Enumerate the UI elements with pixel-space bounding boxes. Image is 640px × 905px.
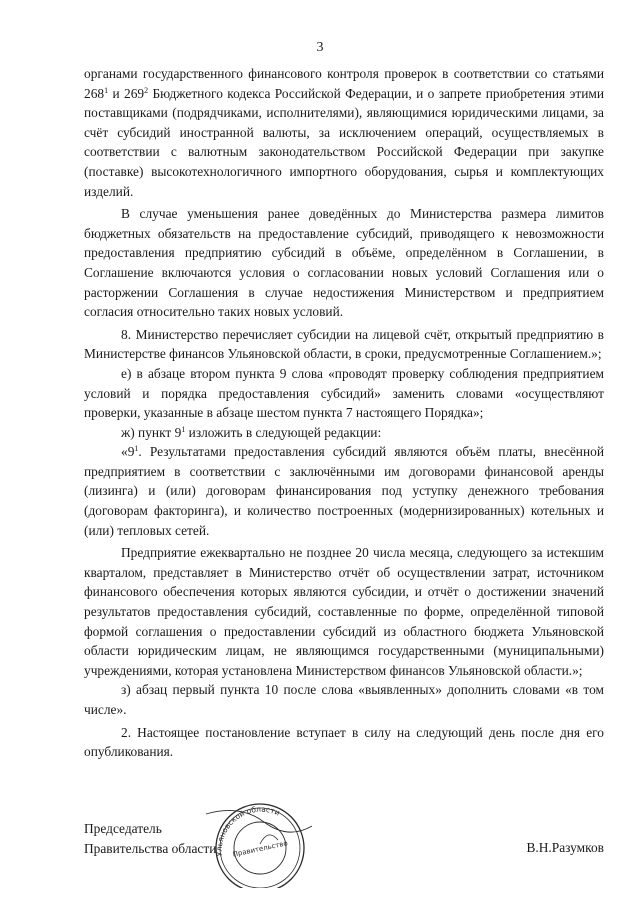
signatory-title-line1: Председатель	[84, 821, 162, 836]
paragraph-effective-date: 2. Настоящее постановление вступает в силу на следующий день после дня его опубликования.	[84, 724, 604, 760]
paragraph-continued: органами государственного финансового контроля проверок в соответствии со статьями $268^1$ и $269^2$ Бюджетного кодекса Российской Федерации, и о запрете приобретения этими поставщиками (подрядчиками, исполнителями), являющимися юридическими лицами, за счёт субсидий иностранной валюты, за исключением операций, осуществляемых в соответствии с валютным законодательством Российской Федерации при закупке (поставке) высокотехнологичного импортного оборудования, сырья и комплектующих изделий.	[84, 66, 604, 199]
page-number: 3	[316, 40, 324, 55]
official-seal-stamp	[200, 796, 318, 888]
paragraph-limits: В случае уменьшения ранее доведённых до Министерства размера лимитов бюджетных обязательств на предоставление субсидий, приводящего к невозможности предоставления предприятию субсидий в объёме, определённом в Соглашении, в Соглашение включаются условия о согласовании новых условий Соглашения или о расторжении Соглашения в случае недостижения Министерством и предприятием согласия относительно таких новых условий.	[84, 206, 604, 320]
seal-ring-text: Ульяновской области	[214, 804, 282, 857]
signatory-title-line2: Правительства области	[84, 840, 217, 856]
seal-center-text: Правительство	[231, 839, 289, 859]
paragraph-item-8: 8. Министерство перечисляет субсидии на лицевой счёт, открытый предприятию в Министерстве финансов Ульяновской области, в сроки, предусмотренные Соглашением.»;	[84, 326, 604, 362]
paragraph-item-9-1: «$9^1$. Результатами предоставления субсидий являются объём платы, внесённой предприятием в соответствии с заключёнными им договорами финансовой аренды (лизинга) и (или) договорам финансирования под уступку денежного требования (договорам факторинга), и количество построенных (модернизированных) котельных и (или) тепловых сетей.	[84, 444, 604, 538]
paragraph-amendment-zh: ж) пункт $9^1$ изложить в следующей редакции:	[121, 424, 382, 440]
paragraph-amendment-e: е) в абзаце втором пункта 9 слова «проводят проверку соблюдения предприятием условий и порядка предоставления субсидий» заменить словами «осуществляют проверки, указанные в абзаце шестом пункта 7 настоящего Порядка»;	[84, 365, 604, 421]
paragraph-quarterly-report: Предприятие ежеквартально не позднее 20 числа месяца, следующего за истекшим кварталом, представляет в Министерство отчёт об осуществлении затрат, источником финансового обеспечения которых являются субсидии, и отчёт о достижении значений результатов предоставления субсидий, составленные по форме, определённой типовой формой соглашения о предоставлении субсидий из областного бюджета Ульяновской области юридическим лицам, не являющимся государственными (муниципальными) учреждениями, которая установлена Министерством финансов Ульяновской области.»;	[84, 545, 604, 678]
signature-block	[84, 819, 604, 858]
paragraph-amendment-z: з) абзац первый пункта 10 после слова «выявленных» дополнить словами «в том числе».	[84, 682, 604, 717]
document-body	[84, 64, 604, 762]
signatory-name: В.Н.Разумков	[526, 840, 604, 855]
